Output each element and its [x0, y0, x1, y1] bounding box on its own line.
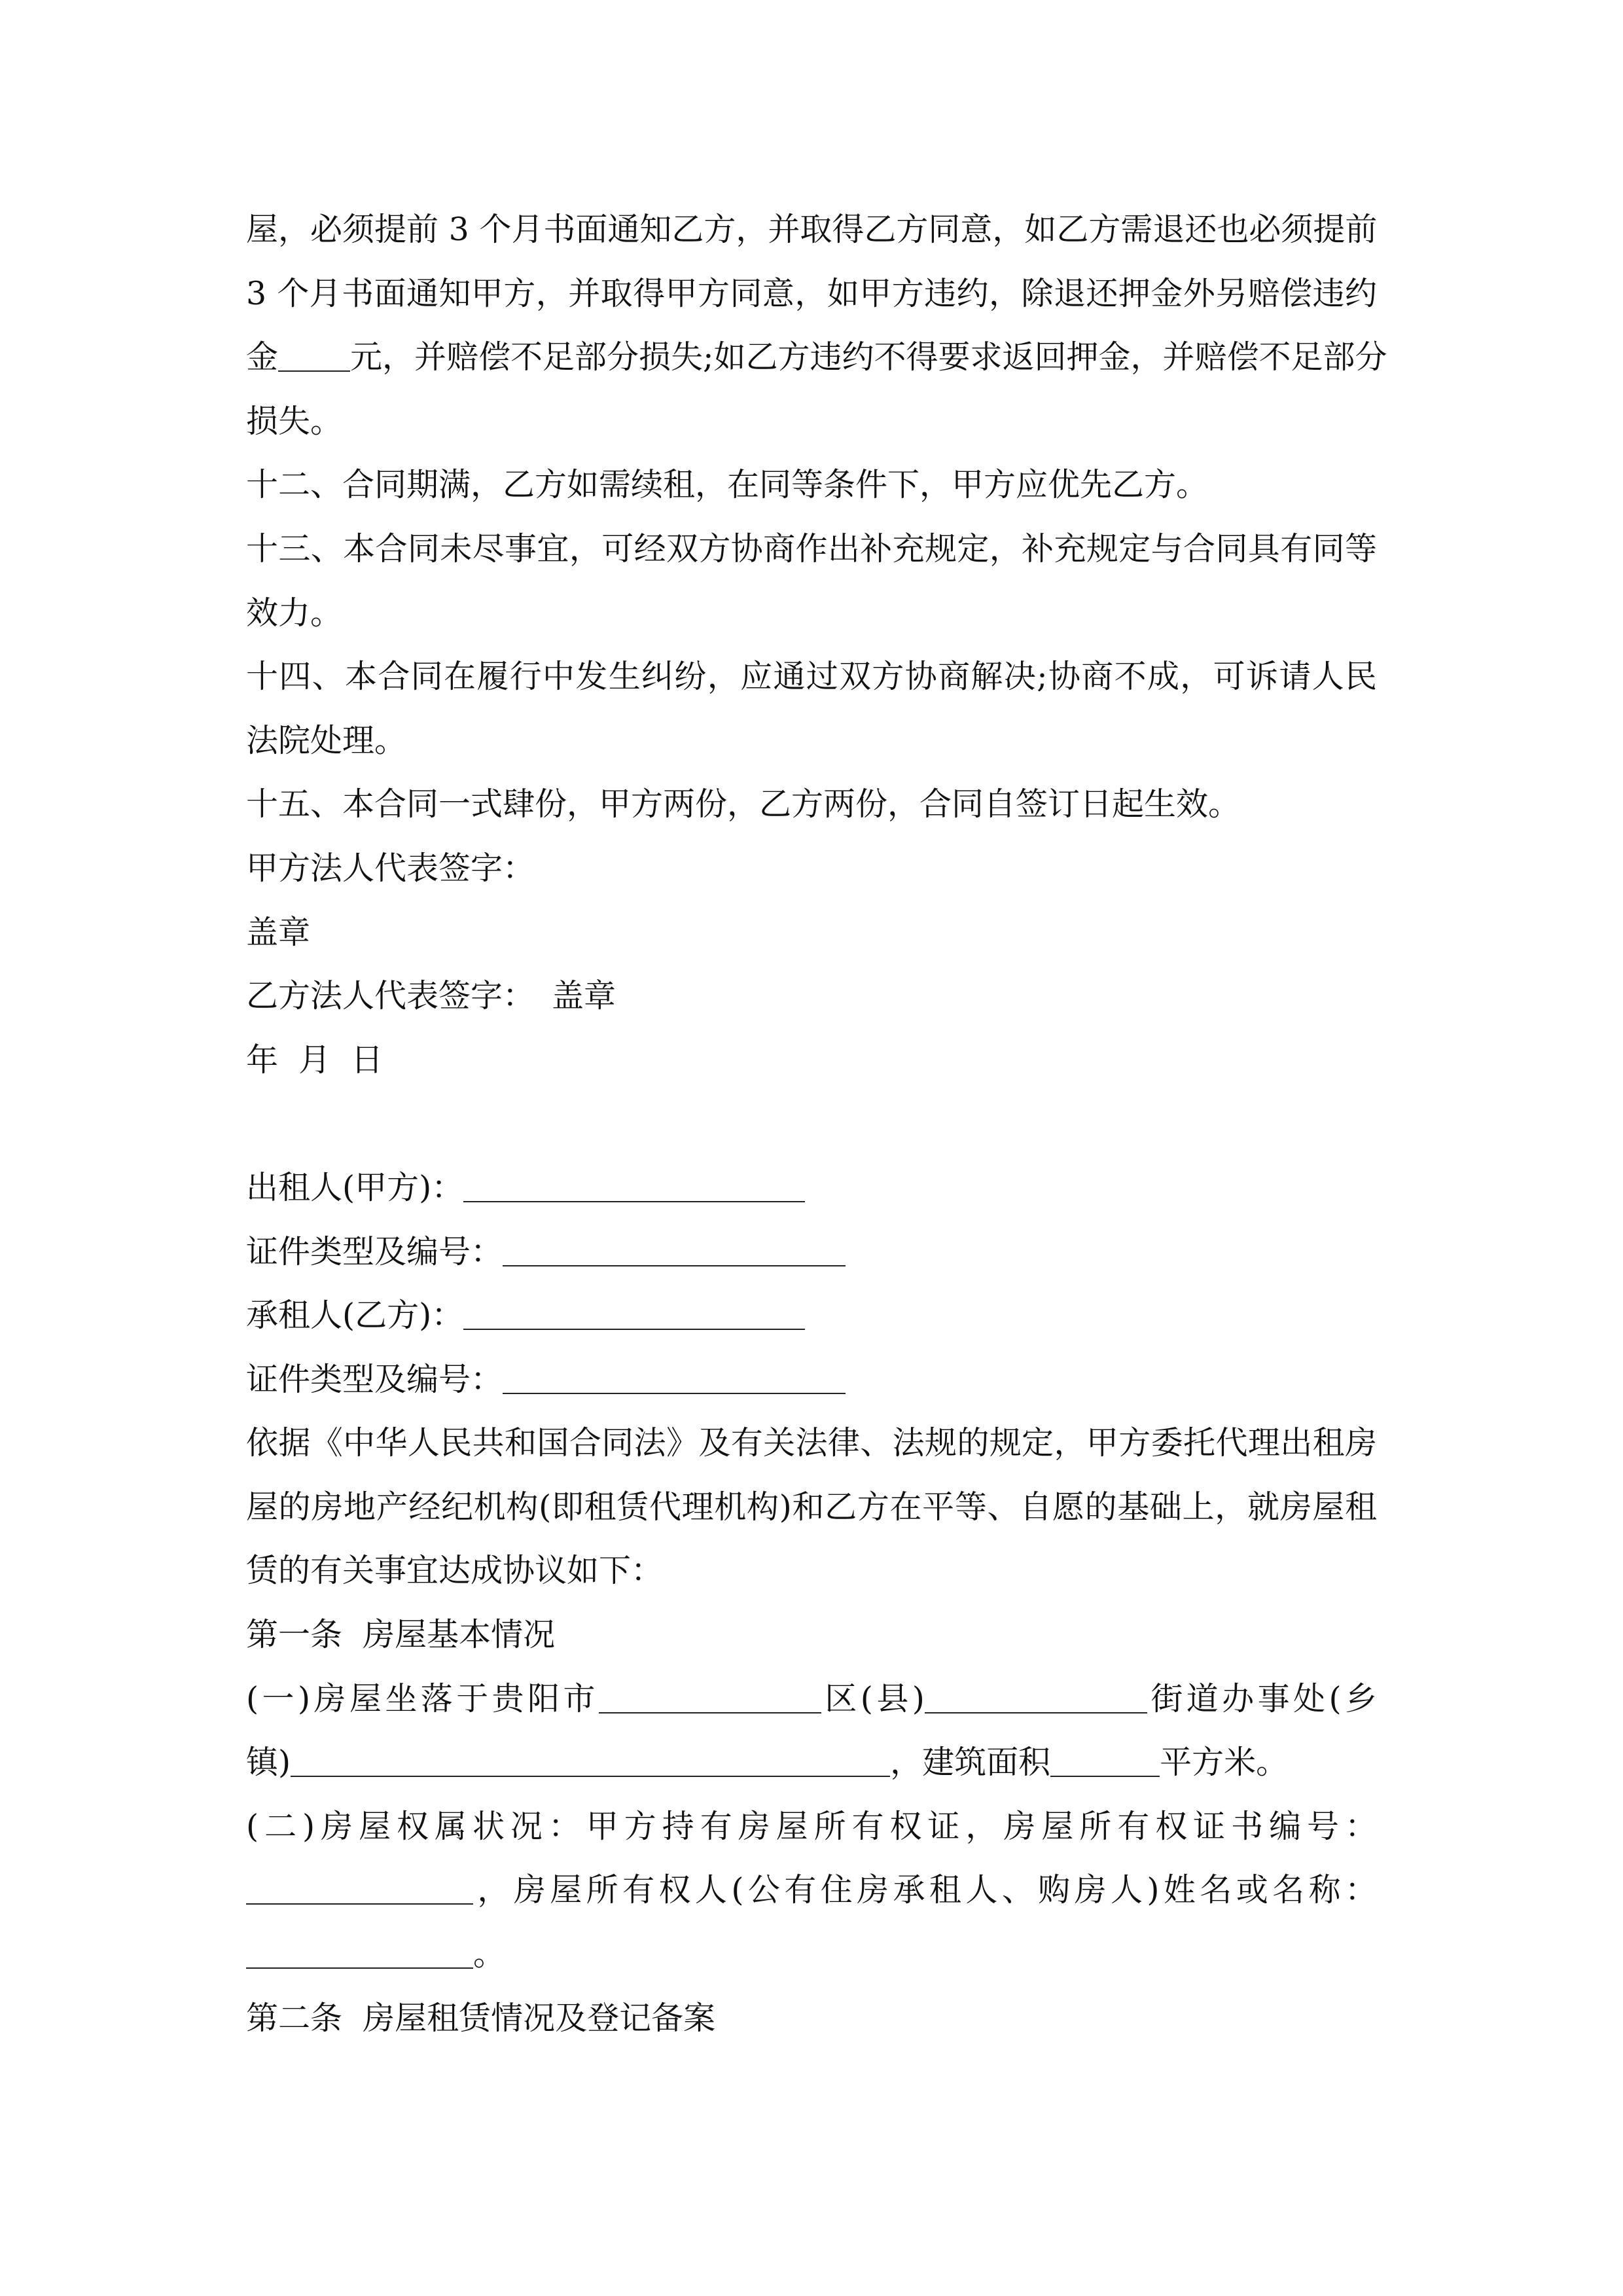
lessee-label: 承租人(乙方)：: [246, 1297, 464, 1335]
text: 街道办事处(乡: [1147, 1679, 1378, 1717]
id-type-line-2: [246, 1348, 1377, 1412]
text: 镇): [246, 1744, 291, 1782]
id-type-field[interactable]: [503, 1226, 846, 1266]
item-2-line-2: [246, 1858, 1377, 1922]
party-b-signature-line: [246, 964, 1377, 1028]
clause-14-cont: 法院处理。: [246, 721, 407, 759]
lessor-label: 出租人(甲方)：: [246, 1168, 464, 1206]
clause-15: 十五、本合同一式肆份，甲方两份，乙方两份，合同自签订日起生效。: [246, 785, 1241, 823]
blank-line: [246, 1092, 1377, 1156]
date-line: 年 月 日: [246, 1041, 383, 1079]
id-type-label: 证件类型及编号：: [246, 1232, 503, 1270]
party-a-seal: 盖章: [246, 913, 311, 951]
text-line: 屋，必须提前 3 个月书面通知乙方，并取得乙方同意，如乙方需退还也必须提前: [246, 211, 1378, 248]
preamble-line: 屋的房地产经纪机构(即租赁代理机构)和乙方在平等、自愿的基础上，就房屋租: [246, 1488, 1377, 1526]
text: 金: [246, 338, 279, 376]
text: ，建筑面积: [890, 1744, 1051, 1782]
item-1-line: [246, 1667, 1377, 1731]
item-2-line-3: [246, 1922, 1377, 1986]
party-b-signature: 乙方法人代表签字：: [246, 977, 535, 1015]
text-line: 损失。: [246, 402, 343, 440]
text: ，房屋所有权人(公有住房承租人、购房人)姓名或名称：: [473, 1871, 1377, 1909]
lessee-field[interactable]: [463, 1289, 805, 1330]
clause-13: 十三、本合同未尽事宜，可经双方协商作出补充规定，补充规定与合同具有同等: [246, 529, 1377, 567]
district-field[interactable]: [599, 1673, 821, 1713]
article-2-title: 第二条 房屋租赁情况及登记备案: [246, 1999, 716, 2037]
item-2-line: (二)房屋权属状况：甲方持有房屋所有权证，房屋所有权证书编号：: [246, 1807, 1377, 1845]
id-type-label: 证件类型及编号：: [246, 1360, 503, 1398]
preamble-line: 赁的有关事宜达成协议如下：: [246, 1552, 664, 1590]
id-type-line-1: [246, 1220, 1377, 1284]
document-page: [246, 198, 1387, 2050]
street-field[interactable]: [925, 1673, 1147, 1713]
area-field[interactable]: [1050, 1736, 1160, 1777]
id-type-field[interactable]: [503, 1354, 846, 1394]
clause-14: 十四、本合同在履行中发生纠纷，应通过双方协商解决;协商不成，可诉请人民: [246, 658, 1377, 696]
blank-amount: [278, 331, 350, 372]
lessor-line: [246, 1156, 1377, 1220]
text-line: 3 个月书面通知甲方，并取得甲方同意，如甲方违约，除退还押金外另赔偿违约: [246, 274, 1377, 312]
text: 元，并赔偿不足部分损失;如乙方违约不得要求返回押金，并赔偿不足部分: [350, 338, 1387, 376]
item-1-line-2: [246, 1731, 1377, 1795]
text-line: [246, 325, 1387, 389]
clause-12: 十二、合同期满，乙方如需续租，在同等条件下，甲方应优先乙方。: [246, 466, 1209, 504]
lessee-line: [246, 1283, 1377, 1348]
text: 区(县): [821, 1679, 925, 1717]
owner-name-field[interactable]: [246, 1928, 473, 1969]
text: (一)房屋坐落于贵阳市: [246, 1679, 599, 1717]
party-b-seal: 盖章: [552, 977, 616, 1015]
town-field[interactable]: [291, 1736, 890, 1777]
text: 平方米。: [1160, 1744, 1289, 1782]
certificate-number-field[interactable]: [246, 1864, 473, 1905]
text: 。: [473, 1935, 506, 1973]
clause-13-cont: 效力。: [246, 594, 343, 632]
preamble-line: 依据《中华人民共和国合同法》及有关法律、法规的规定，甲方委托代理出租房: [246, 1424, 1377, 1462]
article-1-title: 第一条 房屋基本情况: [246, 1616, 556, 1654]
party-a-signature: 甲方法人代表签字：: [246, 849, 535, 887]
lessor-field[interactable]: [463, 1162, 805, 1202]
